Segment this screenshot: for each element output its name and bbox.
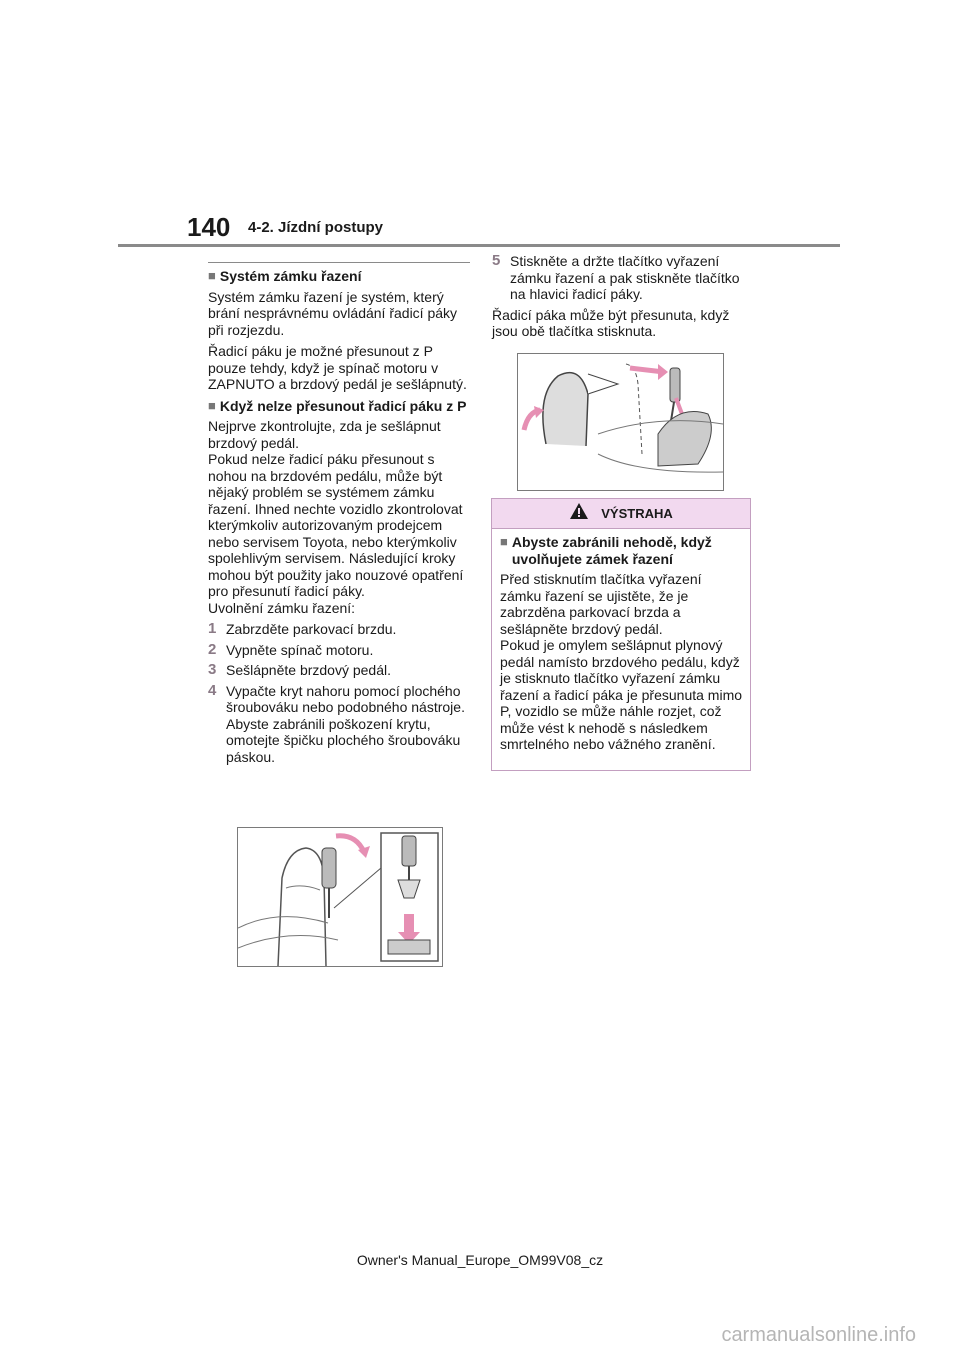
page-number: 140: [187, 212, 231, 242]
step-item: 2 Vypněte spínač motoru.: [208, 640, 374, 658]
footer-text: Owner's Manual_Europe_OM99V08_cz: [356, 1252, 604, 1268]
paragraph: Uvolnění zámku řazení:: [208, 599, 356, 616]
warning-body: [492, 529, 750, 763]
paragraph: Před stisknutím tlačítka vyřazení zámku řazení se ujistěte, že je zabrzděna parkovací brzda a sešlápněte brzdový pedál.: [500, 571, 702, 637]
warning-heading: ■ Abyste zabránili nehodě, když uvolňujete zámek řazení: [500, 534, 712, 567]
warning-box: [491, 498, 751, 771]
left-column: [208, 262, 470, 769]
subsection-heading: ■ Systém zámku řazení: [208, 268, 362, 284]
step-item: 4 Vypačte kryt nahoru pomocí plochého šroubováku nebo podobného nástroje. Abyste zabránili poškození krytu, omotejte špičku plochého šroubováku páskou.: [208, 681, 465, 765]
warning-title: VÝSTRAHA: [601, 506, 673, 521]
square-bullet-icon: ■: [208, 397, 216, 413]
section-title: 4-2. Jízdní postupy: [248, 219, 384, 236]
paragraph: Systém zámku řazení je systém, který brání nesprávnému ovládání řadicí páky při rozjezdu.: [208, 288, 458, 338]
paragraph: Pokud je omylem sešlápnut plynový pedál namísto brzdového pedálu, když je stisknuto tlačítko vyřazení zámku řazení a řadicí páka je přesunuta mimo P, vozidlo se může náhle rozjet, což může vést k nehodě s následkem smrtelného nebo vážného zranění.: [500, 637, 743, 752]
square-bullet-icon: ■: [500, 534, 508, 549]
watermark: carmanualsonline.info: [721, 1324, 916, 1346]
paragraph: Řadicí páka může být přesunuta, když jsou obě tlačítka stisknuta.: [492, 306, 730, 339]
paragraph: Nejprve zkontrolujte, zda je sešlápnut brzdový pedál.: [208, 418, 441, 451]
header-divider: [118, 244, 840, 247]
screwdriver-pry-illustration: [237, 827, 443, 967]
subsection-divider: [208, 262, 470, 263]
step-item: 5 Stiskněte a držte tlačítko vyřazení zámku řazení a pak stiskněte tlačítko na hlavici řadicí páky.: [492, 252, 740, 302]
step-item: 1 Zabrzděte parkovací brzdu.: [208, 620, 397, 637]
warning-triangle-icon: [569, 502, 589, 525]
paragraph: Pokud nelze řadicí páku přesunout s nohou na brzdovém pedálu, může být nějaký problém se systémem zámku řazení. Ihned nechte vozidlo zkontrolovat kterýmkoliv autorizovaným prodejcem nebo servisem Toyota, nebo kterýmkoliv spolehlivým servisem. Následující kroky mohou být použity jako nouzové opatření pro přesunutí řadicí páky.: [208, 451, 464, 599]
subsection-heading: ■ Když nelze přesunout řadicí páku z P: [208, 397, 467, 414]
shift-lever-release-illustration: [517, 353, 724, 491]
step-item: 3 Sešlápněte brzdový pedál.: [208, 661, 391, 678]
paragraph: Řadicí páku je možné přesunout z P pouze tehdy, když je spínač motoru v ZAPNUTO a brzdový pedál je sešlápnutý.: [208, 343, 467, 392]
right-column: [492, 253, 754, 345]
square-bullet-icon: ■: [208, 268, 216, 283]
warning-header: [492, 499, 750, 529]
